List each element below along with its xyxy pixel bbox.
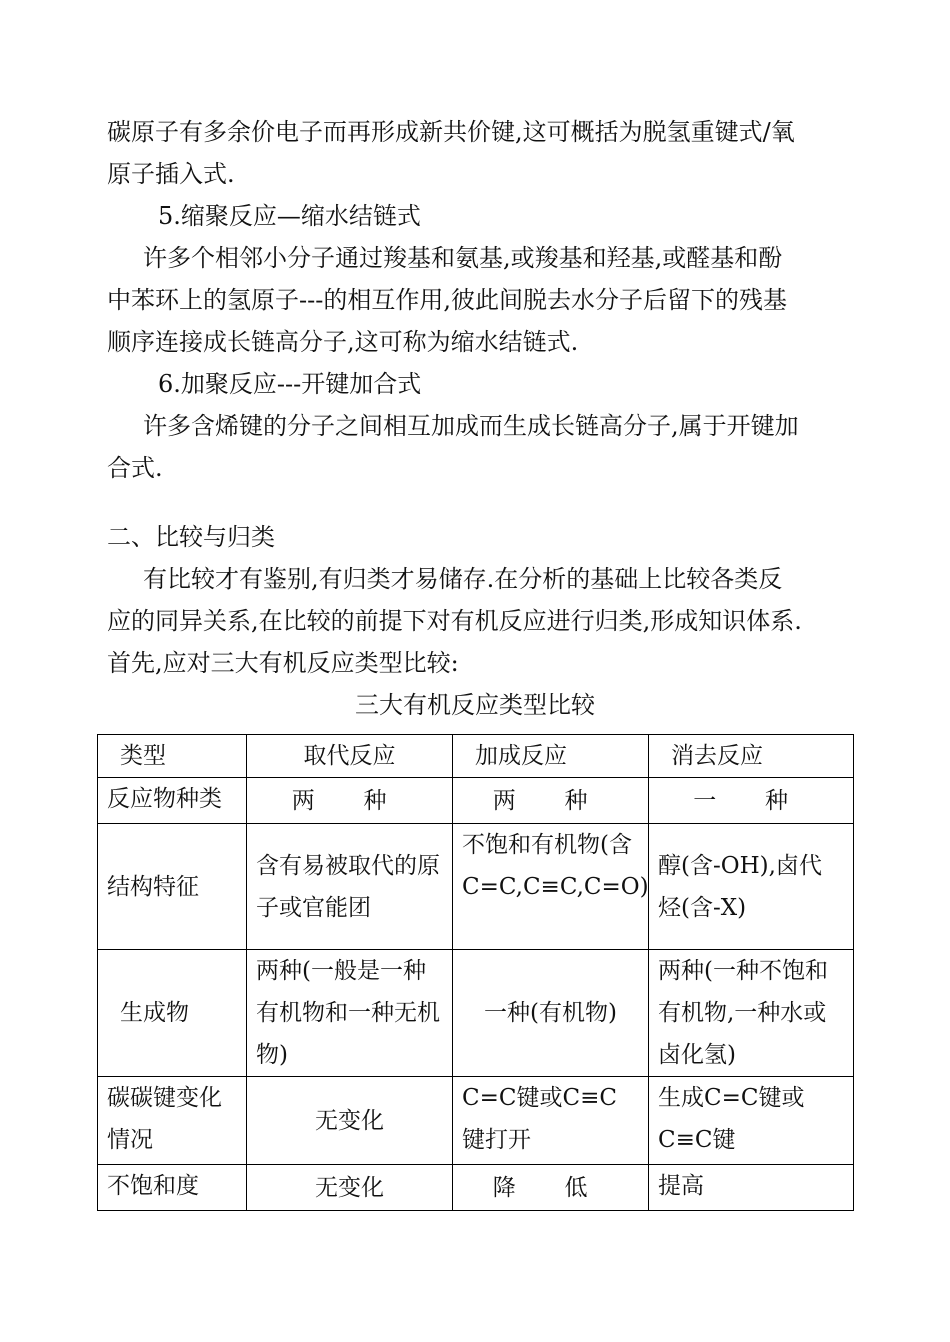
cell-elimination: 两种(一种不饱和有机物,一种水或卤化氢) — [649, 950, 854, 1077]
paragraph-line: 原子插入式. — [107, 160, 235, 188]
cell-addition: 不饱和有机物(含C=C,C≡C,C=O) — [453, 824, 649, 950]
paragraph-line: 碳原子有多余价电子而再形成新共价键,这可概括为脱氢重键式/氧 — [107, 118, 795, 146]
paragraph-line: 许多个相邻小分子通过羧基和氨基,或羧基和羟基,或醛基和酚 — [143, 244, 783, 272]
cell-elimination: 一 种 — [649, 778, 854, 824]
paragraph-line: 首先,应对三大有机反应类型比较: — [107, 649, 459, 677]
table-row — [98, 1165, 854, 1211]
paragraph-line: 许多含烯键的分子之间相互加成而生成长链高分子,属于开键加 — [143, 412, 799, 440]
header-type: 类型 — [98, 735, 247, 778]
comparison-table — [97, 734, 854, 1211]
row-label: 结构特征 — [98, 824, 247, 950]
cell-substitution: 两 种 — [247, 778, 453, 824]
table-row — [98, 1077, 854, 1165]
section-heading-6: 6.加聚反应---开键加合式 — [158, 370, 422, 398]
cell-substitution: 无变化 — [247, 1165, 453, 1211]
cell-elimination: 提高 — [649, 1165, 854, 1211]
cell-substitution: 无变化 — [247, 1077, 453, 1165]
row-label: 碳碳键变化情况 — [98, 1077, 247, 1165]
paragraph-line: 中苯环上的氢原子---的相互作用,彼此间脱去水分子后留下的残基 — [107, 286, 787, 314]
paragraph-line: 合式. — [107, 454, 163, 482]
table-row — [98, 824, 854, 950]
cell-substitution: 含有易被取代的原子或官能团 — [247, 824, 453, 950]
section-heading-2: 二、比较与归类 — [107, 523, 275, 551]
section-heading-5: 5.缩聚反应—缩水结链式 — [158, 202, 421, 230]
cell-elimination: 醇(含-OH),卤代烃(含-X) — [649, 824, 854, 950]
cell-substitution: 两种(一般是一种有机物和一种无机物) — [247, 950, 453, 1077]
row-label: 不饱和度 — [98, 1165, 247, 1211]
row-label: 反应物种类 — [98, 778, 247, 824]
row-label: 生成物 — [98, 950, 247, 1077]
cell-addition: 两 种 — [453, 778, 649, 824]
cell-addition: 降 低 — [453, 1165, 649, 1211]
paragraph-line: 应的同异关系,在比较的前提下对有机反应进行归类,形成知识体系. — [107, 607, 802, 635]
header-elimination: 消去反应 — [649, 735, 854, 778]
cell-elimination: 生成C=C键或C≡C键 — [649, 1077, 854, 1165]
table-header-row — [98, 735, 854, 778]
header-addition: 加成反应 — [453, 735, 649, 778]
cell-addition: C=C键或C≡C键打开 — [453, 1077, 649, 1165]
paragraph-line: 顺序连接成长链高分子,这可称为缩水结链式. — [107, 328, 579, 356]
header-substitution: 取代反应 — [247, 735, 453, 778]
cell-addition: 一种(有机物) — [453, 950, 649, 1077]
paragraph-line: 有比较才有鉴别,有归类才易储存.在分析的基础上比较各类反 — [143, 565, 783, 593]
table-title: 三大有机反应类型比较 — [355, 691, 595, 719]
table-row — [98, 950, 854, 1077]
table-row — [98, 778, 854, 824]
